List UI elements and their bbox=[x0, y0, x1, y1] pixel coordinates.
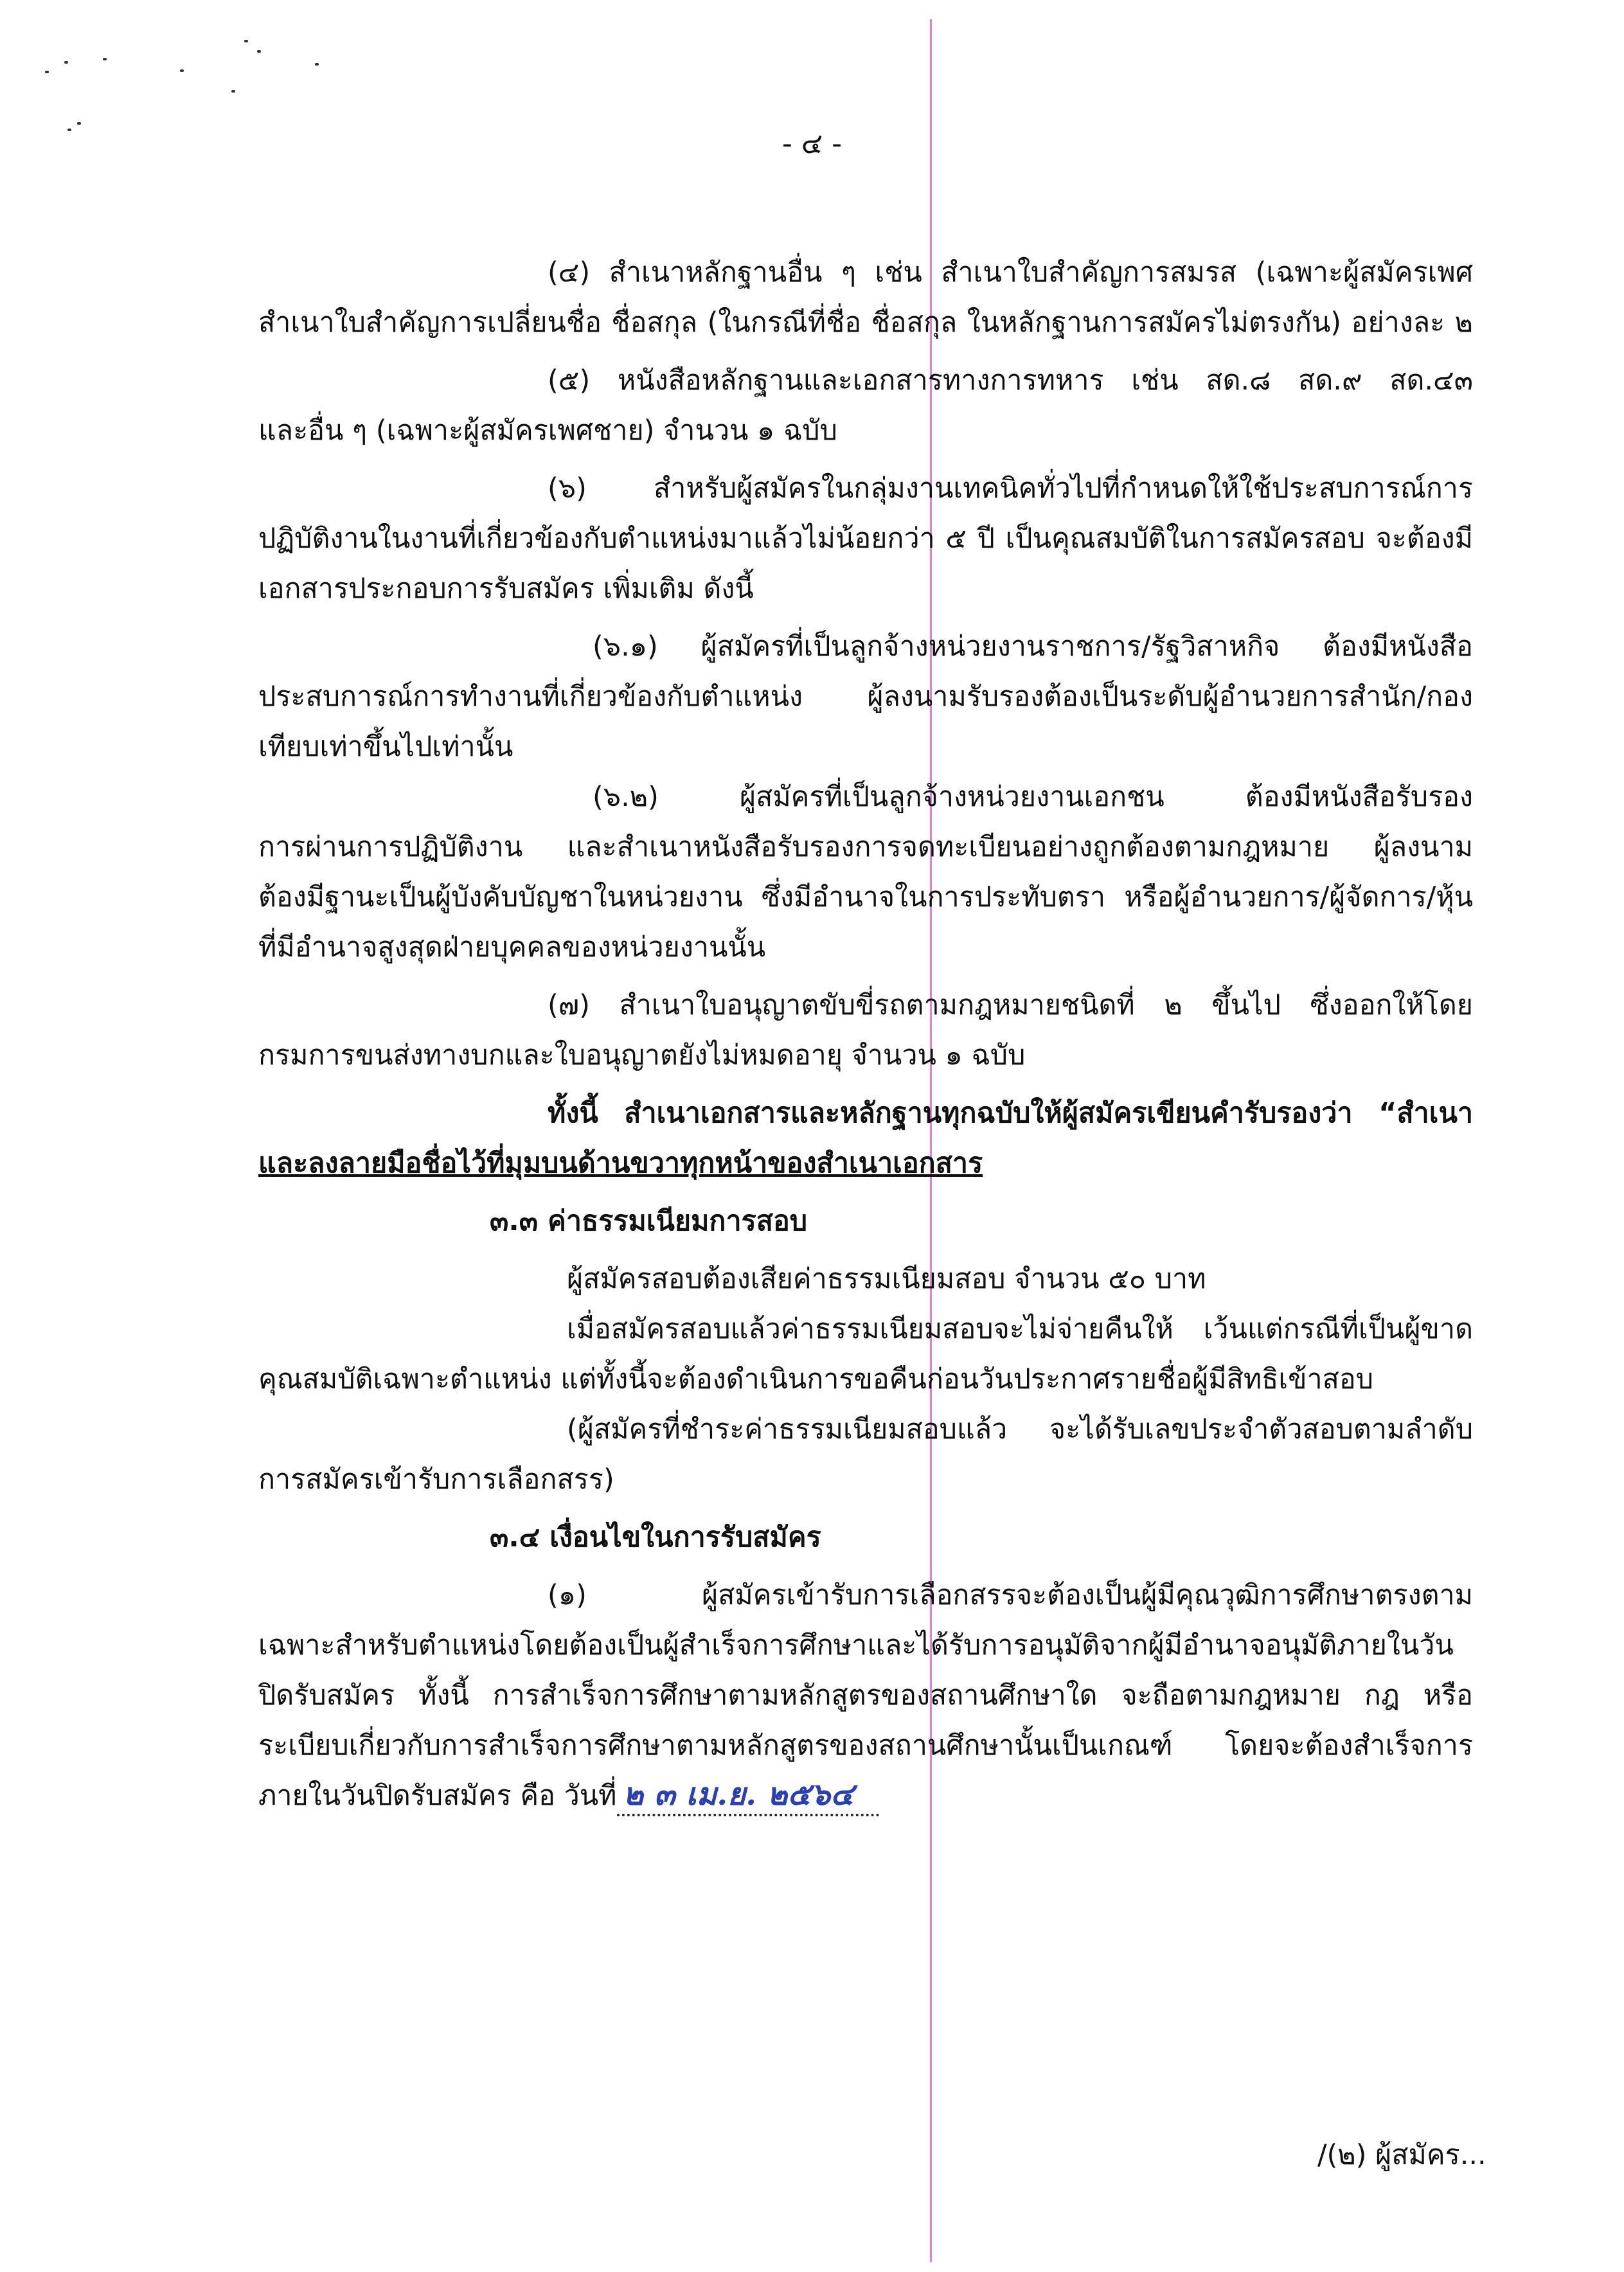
section-3-4-line-4: ระเบียบเกี่ยวกับการสำเร็จการศึกษาตามหลักสูตรของสถานศึกษานั้นเป็นเกณฑ์ โดยจะต้องสำเร็จการ bbox=[258, 1730, 1473, 1762]
section-3-3-heading: ๓.๓ ค่าธรรมเนียมการสอบ bbox=[490, 1205, 808, 1237]
para-6-line-3: เอกสารประกอบการรับสมัคร เพิ่มเติม ดังนี้ bbox=[258, 573, 754, 605]
para-6-2-line-3: ต้องมีฐานะเป็นผู้บังคับบัญชาในหน่วยงาน ซึ่งมีอำนาจในการประทับตรา หรือผู้อำนวยการ/ผู้จัดการ/หุ้น bbox=[258, 881, 1473, 913]
note-line-1: ทั้งนี้ สำเนาเอกสารและหลักฐานทุกฉบับให้ผู้สมัครเขียนคำรับรองว่า “สำเนา bbox=[548, 1097, 1473, 1129]
continuation-ref: /(๒) ผู้สมัคร... bbox=[1317, 2139, 1486, 2171]
para-4-line-2: สำเนาใบสำคัญการเปลี่ยนชื่อ ชื่อสกุล (ในกรณีที่ชื่อ ชื่อสกุล ในหลักฐานการสมัครไม่ตรงกัน) อย่างละ ๒ bbox=[258, 307, 1473, 339]
speck bbox=[103, 58, 107, 60]
section-3-4-line-3: ปิดรับสมัคร ทั้งนี้ การสำเร็จการศึกษาตามหลักสูตรของสถานศึกษาใด จะถือตามกฎหมาย กฎ หรือ bbox=[258, 1679, 1473, 1712]
para-4-line-1: (๔) สำเนาหลักฐานอื่น ๆ เช่น สำเนาใบสำคัญการสมรส (เฉพาะผู้สมัครเพศ bbox=[548, 256, 1473, 289]
section-3-3-line-1: ผู้สมัครสอบต้องเสียค่าธรรมเนียมสอบ จำนวน ๕๐ บาท bbox=[567, 1263, 1206, 1295]
speck bbox=[315, 63, 319, 66]
para-6-line-2: ปฏิบัติงานในงานที่เกี่ยวข้องกับตำแหน่งมาแล้วไม่น้อยกว่า ๕ ปี เป็นคุณสมบัติในการสมัครสอบ จะต้องมี bbox=[258, 523, 1473, 555]
section-3-3-line-2: เมื่อสมัครสอบแล้วค่าธรรมเนียมสอบจะไม่จ่ายคืนให้ เว้นแต่กรณีที่เป็นผู้ขาด bbox=[567, 1313, 1473, 1345]
para-7-line-2: กรมการขนส่งทางบกและใบอนุญาตยังไม่หมดอายุ จำนวน ๑ ฉบับ bbox=[258, 1039, 1026, 1071]
handwritten-date: ๒ ๓ เม.ย. ๒๕๖๔ bbox=[617, 1775, 880, 1816]
note-line-2-wrap bbox=[258, 1138, 1473, 1188]
note-line-2: และลงลายมือชื่อไว้ที่มุมบนด้านขวาทุกหน้าของสำเนาเอกสาร bbox=[258, 1147, 983, 1179]
speck bbox=[45, 71, 49, 73]
section-3-4-line-5 bbox=[258, 1771, 1473, 1821]
speck bbox=[180, 69, 184, 72]
para-6-1-line-1: (๖.๑) ผู้สมัครที่เป็นลูกจ้างหน่วยงานราชการ/รัฐวิสาหกิจ ต้องมีหนังสือ bbox=[593, 631, 1473, 663]
para-7-line-1: (๗) สำเนาใบอนุญาตขับขี่รถตามกฎหมายชนิดที่ ๒ ขึ้นไป ซึ่งออกให้โดย bbox=[548, 989, 1473, 1021]
para-6-2-line-4: ที่มีอำนาจสูงสุดฝ่ายบุคคลของหน่วยงานนั้น bbox=[258, 931, 766, 963]
para-6-1-line-2: ประสบการณ์การทำงานที่เกี่ยวข้องกับตำแหน่ง ผู้ลงนามรับรองต้องเป็นระดับผู้อำนวยการสำนัก/กอง bbox=[258, 681, 1473, 713]
body-text bbox=[258, 247, 1473, 1821]
para-5-line-2: และอื่น ๆ (เฉพาะผู้สมัครเพศชาย) จำนวน ๑ ฉบับ bbox=[258, 415, 837, 447]
section-3-4-line-1: (๑) ผู้สมัครเข้ารับการเลือกสรรจะต้องเป็นผู้มีคุณวุฒิการศึกษาตรงตาม bbox=[548, 1579, 1473, 1611]
section-3-3-line-3: คุณสมบัติเฉพาะตำแหน่ง แต่ทั้งนี้จะต้องดำเนินการขอคืนก่อนวันประกาศรายชื่อผู้มีสิทธิเข้าสอบ bbox=[258, 1363, 1374, 1395]
para-5-line-1: (๕) หนังสือหลักฐานและเอกสารทางการทหาร เช่น สด.๘ สด.๙ สด.๔๓ bbox=[548, 364, 1473, 397]
speck bbox=[231, 90, 235, 93]
para-6-2-line-1: (๖.๒) ผู้สมัครที่เป็นลูกจ้างหน่วยงานเอกชน ต้องมีหนังสือรับรอง bbox=[593, 781, 1473, 813]
para-6-2-line-2: การผ่านการปฏิบัติงาน และสำเนาหนังสือรับรองการจดทะเบียนอย่างถูกต้องตามกฎหมาย ผู้ลงนาม bbox=[258, 831, 1473, 863]
speck bbox=[257, 50, 261, 53]
section-3-4-heading: ๓.๔ เงื่อนไขในการรับสมัคร bbox=[490, 1521, 821, 1553]
section-3-4-line-2: เฉพาะสำหรับตำแหน่งโดยต้องเป็นผู้สำเร็จการศึกษาและได้รับการอนุมัติจากผู้มีอำนาจอนุมัติภายในวัน bbox=[258, 1629, 1454, 1661]
para-6-1-line-3: เทียบเท่าขึ้นไปเท่านั้น bbox=[258, 731, 513, 763]
section-3-3-line-4: (ผู้สมัครที่ชำระค่าธรรมเนียมสอบแล้ว จะได้รับเลขประจำตัวสอบตามลำดับ bbox=[567, 1413, 1473, 1445]
section-3-3-line-5: การสมัครเข้ารับการเลือกสรร) bbox=[258, 1463, 614, 1496]
para-6-line-1: (๖) สำหรับผู้สมัครในกลุ่มงานเทคนิคทั่วไปที่กำหนดให้ใช้ประสบการณ์การ bbox=[548, 472, 1473, 505]
speck bbox=[244, 40, 248, 42]
closing-date-label: ภายในวันปิดรับสมัคร คือ วันที่ bbox=[258, 1780, 617, 1812]
page-number: - ๔ - bbox=[781, 127, 843, 160]
speck bbox=[64, 61, 68, 64]
